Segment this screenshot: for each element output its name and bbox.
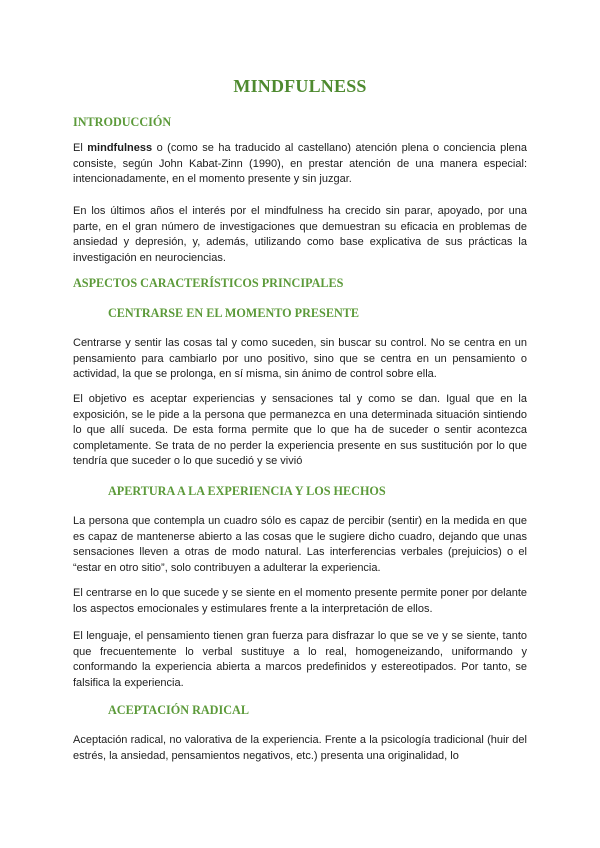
paragraph-apertura-3: El lenguaje, el pensamiento tienen gran fuerza para disfrazar lo que se ve y se siente, tanto que frecuentemente lo verbal sustituye a lo real, homogeneizando, uniformando y conformando la experiencia abierta a marcos predefinidos y estereotipados. Por tanto, se falsifica la experiencia.: [73, 630, 527, 689]
paragraph-centrarse-2: El objetivo es aceptar experiencias y sensaciones tal y como se dan. Igual que en la exposición, se le pide a la persona que permanezca en una determinada situación sintiendo lo que allí suceda. De esta forma permite que lo que ha de suceder o sentir acontezca completamente. Se trata de no perder la experiencia presente en sus sustitución por lo que tendría que suceder o lo que sucedió y se vivió: [73, 393, 527, 467]
heading-centrarse: CENTRARSE EN EL MOMENTO PRESENTE: [108, 306, 360, 320]
paragraph-centrarse-1: Centrarse y sentir las cosas tal y como suceden, sin buscar su control. No se centra en un pensamiento para cambiarlo por uno positivo, sino que se centra en un pensamiento o actividad, la que se prolonga, en sí misma, sin ánimo de control sobre ella.: [73, 337, 527, 380]
heading-introduccion: INTRODUCCIÓN: [73, 115, 172, 129]
intro-p1-bold: mindfulness: [87, 142, 153, 154]
intro-p1-pre: El: [73, 142, 88, 154]
heading-aceptacion: ACEPTACIÓN RADICAL: [108, 703, 249, 717]
document-title: MINDFULNESS: [233, 76, 367, 96]
intro-p1-post: o (como se ha traducido al castellano) atención plena o conciencia plena consiste, según John Kabat-Zinn (1990), en prestar atención de una manera especial: intencionadamente, en el momento presente y sin juzgar.: [73, 142, 527, 185]
heading-aspectos: ASPECTOS CARACTERÍSTICOS PRINCIPALES: [73, 276, 344, 290]
paragraph-aceptacion-1: Aceptación radical, no valorativa de la experiencia. Frente a la psicología tradicional (huir del estrés, la ansiedad, pensamientos negativos, etc.) presenta una originalidad, lo: [73, 734, 527, 762]
paragraph-apertura-2: El centrarse en lo que sucede y se siente en el momento presente permite poner por delante los aspectos emocionales y estimulares frente a la interpretación de ellos.: [73, 587, 527, 615]
heading-apertura: APERTURA A LA EXPERIENCIA Y LOS HECHOS: [108, 484, 386, 498]
paragraph-intro-1: [73, 141, 527, 188]
paragraph-intro-2: En los últimos años el interés por el mindfulness ha crecido sin parar, apoyado, por una parte, en el gran número de investigaciones que demuestran su eficacia en problemas de ansiedad y depresión, y, además, utilizando como base explicativa de sus prácticas la investigación en neurociencias.: [73, 205, 527, 264]
paragraph-apertura-1: La persona que contempla un cuadro sólo es capaz de percibir (sentir) en la medida en que es capaz de mantenerse abierto a las cosas que le sugiere dicho cuadro, dejando que unas sensaciones lleven a otras de modo natural. Las interferencias verbales (prejuicios) o el “estar en otro sitio”, solo contribuyen a adulterar la experiencia.: [73, 515, 527, 574]
